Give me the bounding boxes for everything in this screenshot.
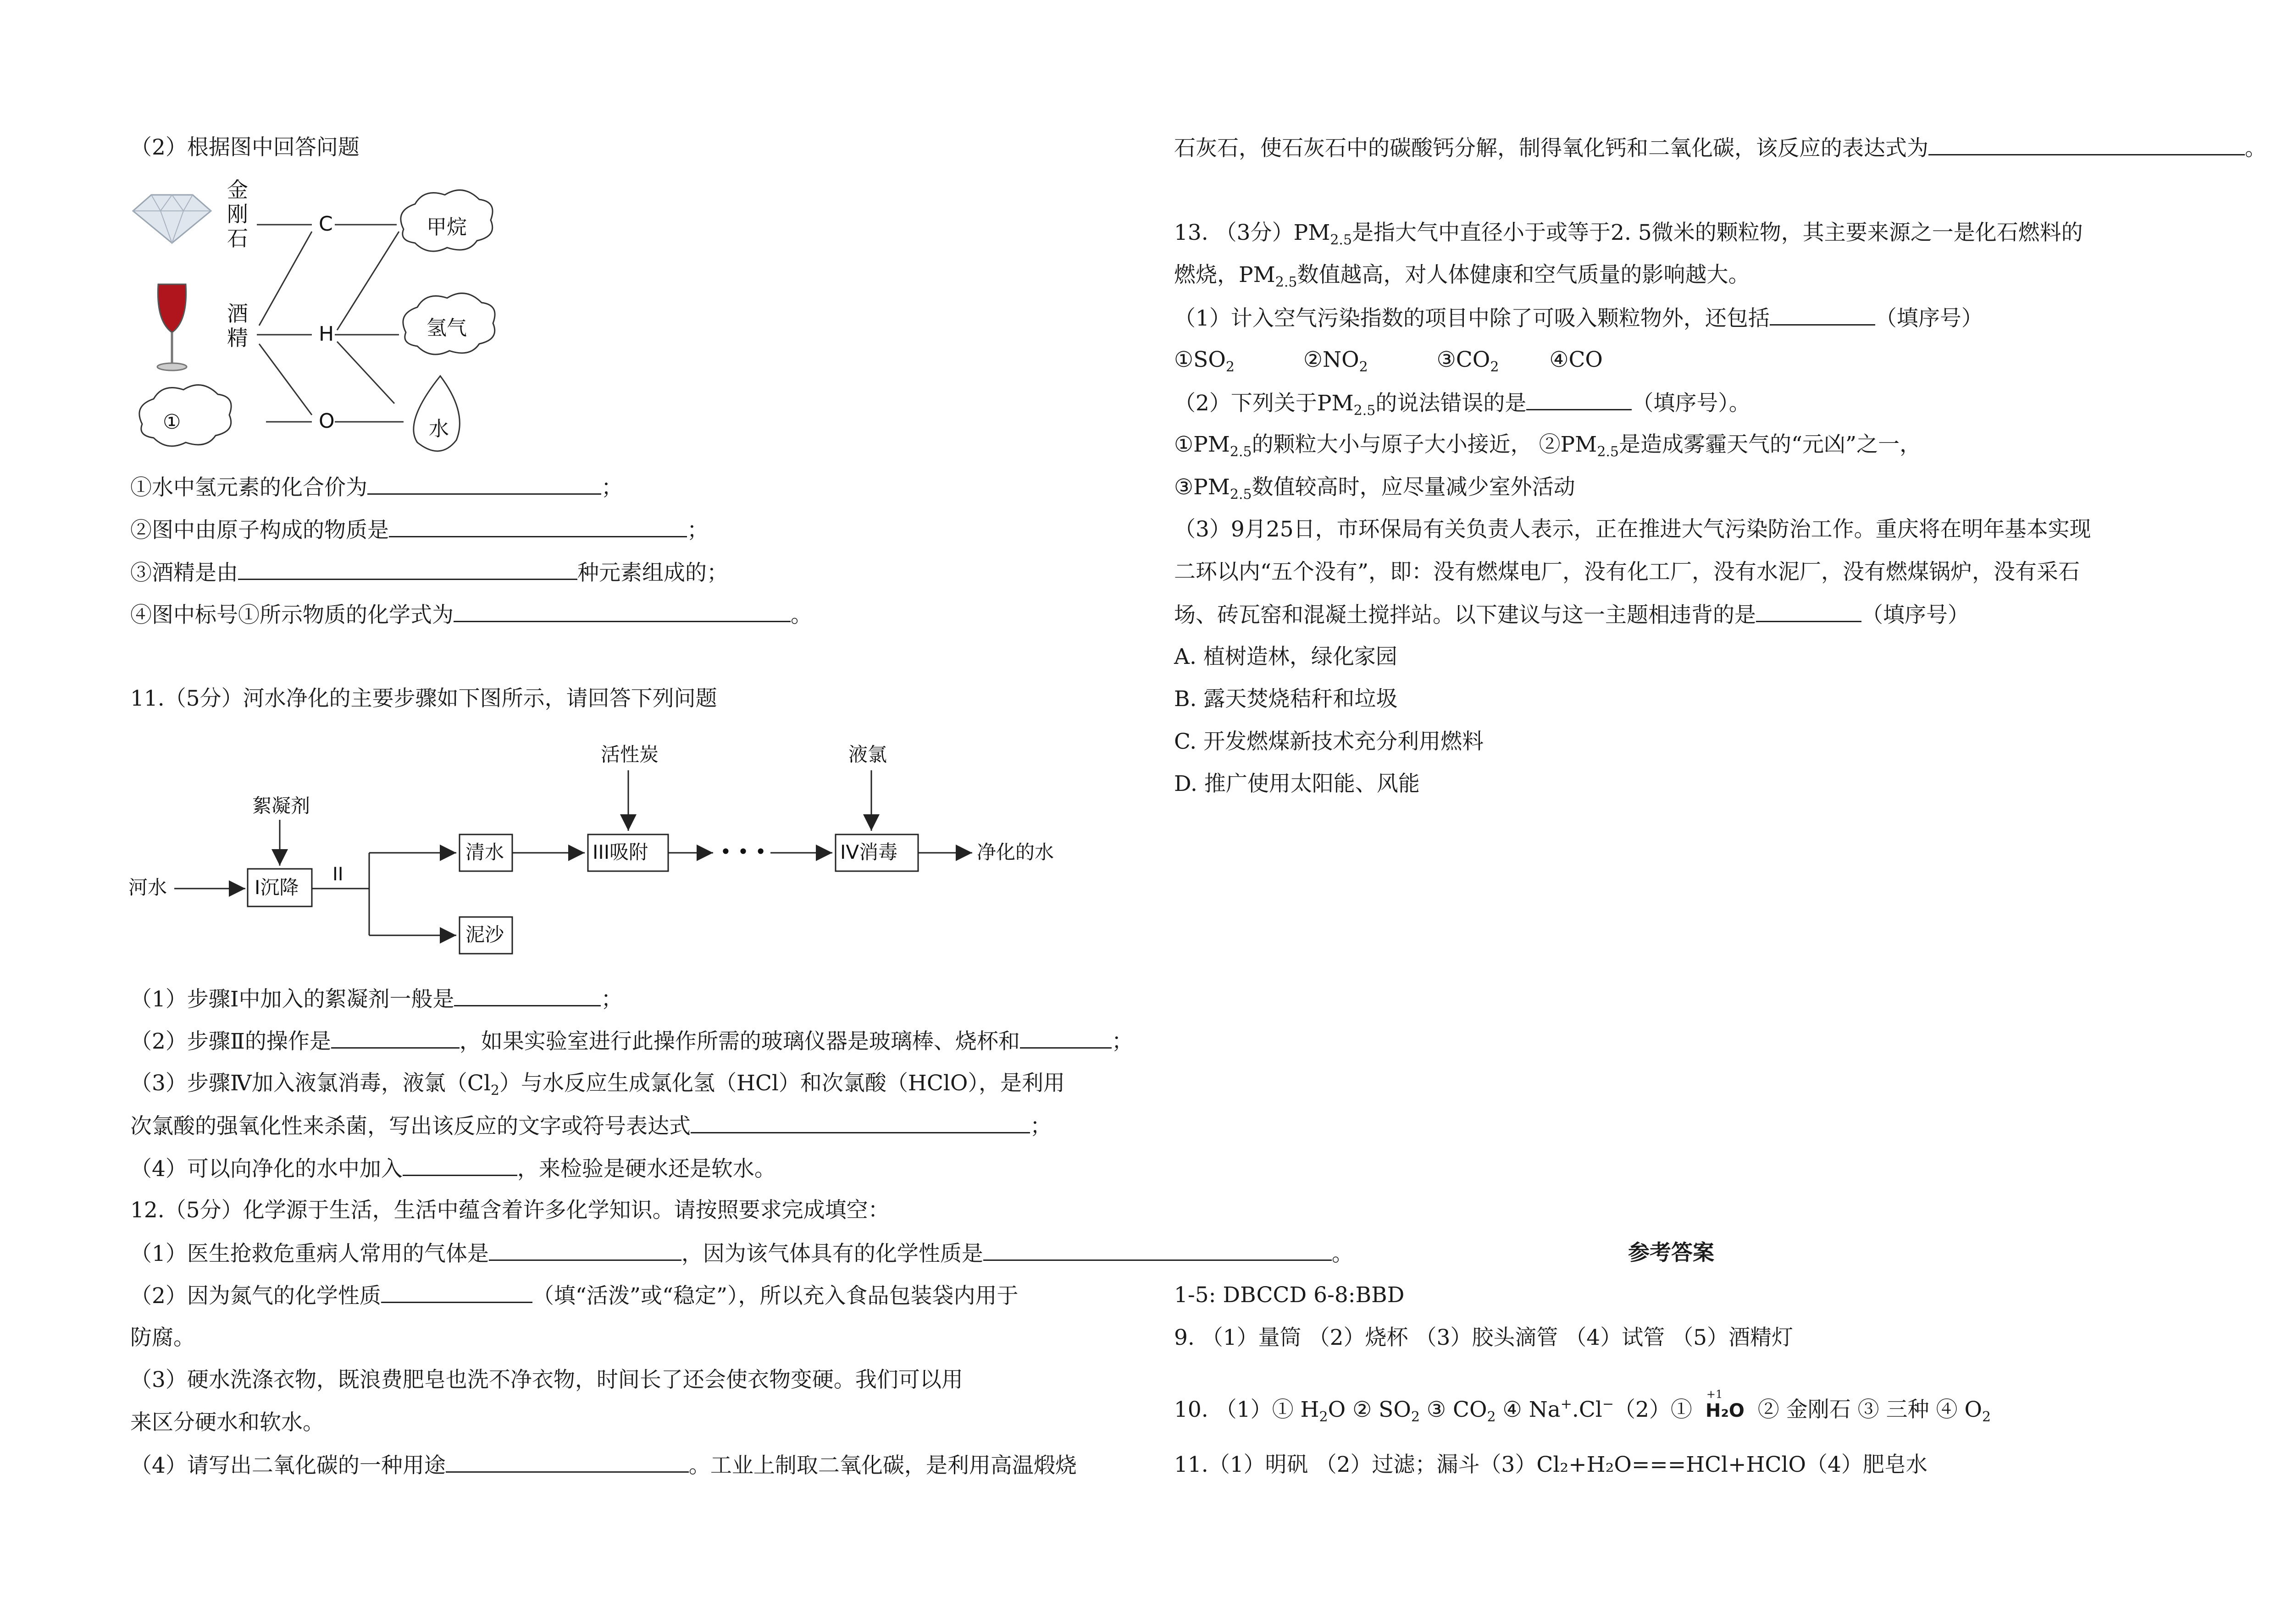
q12-4-cont: 石灰石，使石灰石中的碳酸钙分解，制得氧化钙和二氧化碳，该反应的表达式为 。 [1174, 134, 2266, 162]
option-b: B. 露天焚烧秸秆和垃圾 [1174, 686, 1398, 712]
q10-blank1[interactable] [367, 473, 601, 495]
q11-blank3[interactable] [691, 1112, 1030, 1133]
methane-label: 甲烷 [426, 215, 467, 239]
q12-1: （1）医生抢救危重病人常用的气体是 ，因为该气体具有的化学性质是 。 [130, 1239, 1353, 1268]
q10-line2: ②图中由原子构成的物质是 ； [130, 516, 709, 544]
unknown-label: ① [163, 410, 181, 434]
q13-2-opts-a: $①PM_{2.5}$的颗粒大小与原子大小接近， $②PM_{2.5}$是造成雾霾天气的“元凶”之一， [1174, 432, 1922, 460]
liquid-chlorine-label: 液氯 [848, 743, 887, 766]
q12-3b: 来区分硬水和软水。 [130, 1410, 324, 1435]
river-water-label: 河水 [128, 876, 167, 899]
disinfection-step: IV消毒 [840, 841, 898, 863]
step-ii-label: II [332, 864, 343, 885]
purified-water-label: 净化的水 [977, 841, 1054, 863]
q10-line1: ①水中氢元素的化合价为 ； [130, 473, 623, 502]
q13-blank1[interactable] [1770, 304, 1875, 326]
q11-2: （2）步骤Ⅱ的操作是 ，如果实验室进行此操作所需的玻璃仪器是玻璃棒、烧杯和 ； [130, 1027, 1133, 1055]
answer-1-8: 1-5: DBCCD 6-8:BBD [1174, 1282, 1405, 1308]
q13-opt4: ④CO [1549, 347, 1603, 372]
water-valence-formula: +1 H₂O [1705, 1388, 1745, 1421]
q10-line3: ③酒精是由 种元素组成的； [130, 558, 728, 587]
q13-blank3[interactable] [1756, 601, 1861, 622]
q11-blank4[interactable] [403, 1154, 517, 1176]
q11-3b: 次氯酸的强氧化性来杀菌，写出该反应的文字或符号表达式 ； [130, 1112, 1052, 1140]
q12-2c: 防腐。 [130, 1325, 195, 1350]
wine-glass-icon [157, 284, 187, 370]
q13-2-opts-b: $③PM_{2.5}$数值较高时，应尽量减少室外活动 [1174, 475, 1575, 503]
element-o: O [319, 409, 335, 433]
q13-3b: 二环以内“五个没有”，即：没有燃煤电厂，没有化工厂，没有水泥厂，没有燃煤锅炉，没有采石 [1174, 559, 2080, 585]
water-label: 水 [429, 417, 449, 441]
q11-title: 11.（5分）河水净化的主要步骤如下图所示，请回答下列问题 [130, 686, 717, 711]
option-a: A. 植树造林，绿化家园 [1174, 644, 1397, 669]
q10-blank2[interactable] [389, 516, 687, 537]
answer-11: 11.（1）明矾 （2）过滤；漏斗（3）Cl₂+H₂O===HCl+HClO（4）肥皂水 [1174, 1452, 1927, 1477]
q12-4: （4）请写出二氧化碳的一种用途 。工业上制取二氧化碳，是利用高温煅烧 [130, 1451, 1077, 1480]
alcohol-label-1: 酒 [227, 301, 248, 326]
diamond-icon [133, 195, 211, 243]
unknown-cloud-icon [139, 385, 231, 446]
diamond-label-3: 石 [227, 226, 248, 251]
flocculant-label: 絮凝剂 [252, 795, 310, 817]
q12-title: 12.（5分）化学源于生活，生活中蕴含着许多化学知识。请按照要求完成填空： [130, 1198, 890, 1223]
q13-3a: （3）9月25日，市环保局有关负责人表示，正在推进大气污染防治工作。重庆将在明年基本实现 [1174, 517, 2091, 542]
q13-3c: 场、砖瓦窑和混凝土搅拌站。以下建议与这一主题相违背的是 （填序号） [1174, 601, 1969, 629]
q13-opt1: $①SO_2$ [1174, 347, 1235, 375]
option-c: C. 开发燃煤新技术充分利用燃料 [1174, 729, 1484, 754]
element-substance-diagram [124, 174, 527, 458]
clear-water-box: 清水 [465, 841, 504, 863]
q11-3a: （3）步骤Ⅳ加入液氯消毒，液氯$(Cl_2)$与水反应生成氯化氢（HCl）和次氯酸（HClO），是利用 [130, 1071, 1065, 1099]
water-purification-flowchart [124, 743, 1069, 963]
diamond-label-2: 刚 [227, 202, 248, 226]
q12-2: （2）因为氮气的化学性质 （填“活泼”或“稳定”），所以充入食品包装袋内用于 [130, 1282, 1019, 1310]
hydrogen-label: 氢气 [426, 316, 467, 340]
q12-blank4b[interactable] [1928, 134, 2245, 155]
q13-line1: 13. （3分）$PM_{2.5}$是指大气中直径小于或等于2. 5微米的颗粒物，其主要来源之一是化石燃料的 [1174, 220, 2083, 248]
q13-line2: 燃烧，$PM_{2.5}$数值越高，对人体健康和空气质量的影响越大。 [1174, 262, 1750, 290]
q11-1: （1）步骤Ⅰ中加入的絮凝剂一般是 ； [130, 985, 622, 1013]
activated-carbon-label: 活性炭 [601, 743, 659, 766]
adsorption-step: III吸附 [593, 841, 648, 863]
q11-blank2a[interactable] [331, 1027, 460, 1049]
answer-10: 10. （1）① $H_2O$ ② $SO_2$ ③ $CO_2$ ④ Na+.Cl−（2）① +1 H₂O ② 金刚石 ③ 三种 ④ $O_2$ [1174, 1388, 1991, 1425]
element-h: H [319, 322, 334, 346]
q13-1: （1）计入空气污染指数的项目中除了可吸入颗粒物外，还包括 （填序号） [1174, 304, 1983, 332]
alcohol-label-2: 精 [227, 326, 248, 350]
option-d: D. 推广使用太阳能、风能 [1174, 771, 1420, 796]
ellipsis-dots: • • • [720, 840, 767, 863]
element-c: C [319, 212, 333, 236]
settling-step: I沉降 [255, 876, 299, 899]
silt-box: 泥沙 [465, 923, 504, 946]
q13-opt2: $②NO_2$ [1303, 347, 1368, 375]
q12-blank1a[interactable] [489, 1239, 681, 1261]
q13-opt3: $③CO_2$ [1436, 347, 1499, 375]
q11-4: （4）可以向净化的水中加入 ，来检验是硬水还是软水。 [130, 1154, 776, 1183]
q11-blank1[interactable] [454, 985, 601, 1006]
q13-blank2[interactable] [1526, 389, 1632, 410]
answers-title: 参考答案 [1628, 1240, 1714, 1265]
q11-blank2b[interactable] [1020, 1027, 1112, 1049]
q13-2: （2）下列关于$PM_{2.5}$的说法错误的是 （填序号）。 [1174, 389, 1750, 417]
q10-blank4[interactable] [454, 601, 791, 622]
diamond-label-1: 金 [227, 177, 248, 202]
q10-blank3[interactable] [238, 558, 577, 580]
q12-blank2[interactable] [381, 1282, 532, 1303]
q12-3a: （3）硬水洗涤衣物，既浪费肥皂也洗不净衣物，时间长了还会使衣物变硬。我们可以用 [130, 1367, 963, 1392]
q10-sub2-heading: （2）根据图中回答问题 [130, 135, 360, 160]
q12-blank4[interactable] [446, 1451, 689, 1473]
q12-blank1b[interactable] [983, 1239, 1332, 1261]
q10-line4: ④图中标号①所示物质的化学式为 。 [130, 601, 812, 629]
answer-9: 9. （1）量筒 （2）烧杯 （3）胶头滴管 （4）试管 （5）酒精灯 [1174, 1325, 1794, 1350]
q13-1-options [1174, 346, 1603, 374]
